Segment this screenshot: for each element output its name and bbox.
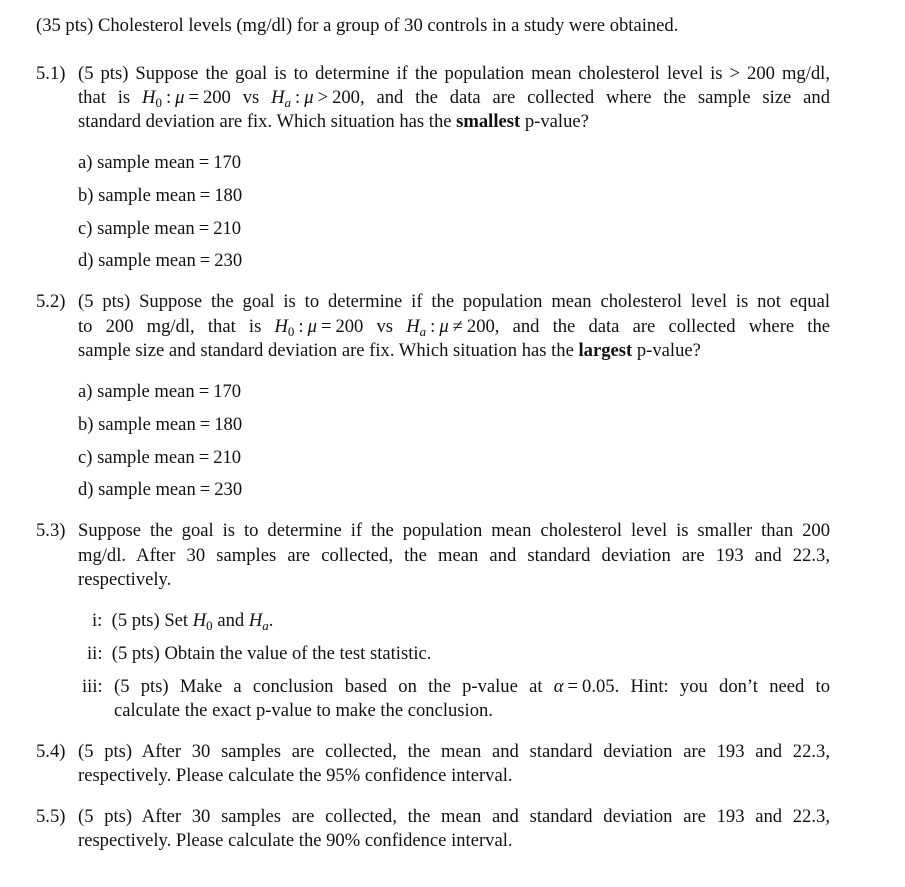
- q55-number: 5.5): [36, 806, 66, 827]
- q55-line1: (5 pts) After 30 samples are collected, the mean and standard deviation are 193 and 22.3,: [78, 806, 830, 827]
- q53-sub-iii-label: iii:: [82, 676, 103, 697]
- q53-sub-iii-line1: (5 pts) Make a conclusion based on the p-value at α = 0.05. Hint: you don’t need to: [114, 676, 830, 697]
- q52-option-a: a) sample mean = 170: [78, 381, 242, 402]
- q52-option-c: c) sample mean = 210: [78, 447, 242, 468]
- q53-sub-ii: ii: (5 pts) Obtain the value of the test statistic.: [87, 643, 432, 664]
- q51-emphasis: smallest: [456, 111, 521, 132]
- q51-option-d: d) sample mean = 230: [78, 250, 243, 271]
- q51-number: 5.1): [36, 63, 66, 84]
- q51-hypothesis: $H_0$ : μ = 200 vs $H_a$ : μ > 200: [142, 87, 360, 110]
- q51-line3: standard deviation are fix. Which situation has the smallest p-value?: [78, 111, 589, 132]
- q52-line2: to 200 mg/dl, that is $H_0$ : μ = 200 vs $H_a$ : μ ≠ 200, and the data are collected where the: [78, 316, 831, 339]
- q52-option-b: b) sample mean = 180: [78, 414, 243, 435]
- q51-line1: (5 pts) Suppose the goal is to determine if the population mean cholesterol level is > 200 mg/dl,: [78, 63, 830, 84]
- q54-line1: (5 pts) After 30 samples are collected, the mean and standard deviation are 193 and 22.3,: [78, 741, 830, 762]
- q51-option-c: c) sample mean = 210: [78, 218, 242, 239]
- q54-line2: respectively. Please calculate the 95% confidence interval.: [78, 765, 513, 786]
- q52-number: 5.2): [36, 291, 66, 312]
- q52-hypothesis: $H_0$ : μ = 200 vs $H_a$ : μ ≠ 200: [274, 316, 495, 339]
- intro-text: (35 pts) Cholesterol levels (mg/dl) for a group of 30 controls in a study were obtained.: [36, 15, 679, 36]
- q55-line2: respectively. Please calculate the 90% confidence interval.: [78, 830, 513, 851]
- q52-option-d: d) sample mean = 230: [78, 479, 243, 500]
- q52-line3: sample size and standard deviation are fix. Which situation has the largest p-value?: [78, 340, 701, 361]
- q53-line1: Suppose the goal is to determine if the population mean cholesterol level is smaller than 200: [78, 520, 830, 541]
- q53-number: 5.3): [36, 520, 66, 541]
- q53-line2: mg/dl. After 30 samples are collected, the mean and standard deviation are 193 and 22.3,: [78, 545, 830, 566]
- q52-emphasis: largest: [578, 340, 633, 361]
- q51-option-b: b) sample mean = 180: [78, 185, 243, 206]
- q54-number: 5.4): [36, 741, 66, 762]
- q51-option-a: a) sample mean = 170: [78, 152, 242, 173]
- q53-line3: respectively.: [78, 569, 172, 590]
- q53-sub-iii-line2: calculate the exact p-value to make the conclusion.: [114, 700, 493, 721]
- q51-line2: that is $H_0$ : μ = 200 vs $H_a$ : μ > 200, and the data are collected where the sample size and: [78, 87, 830, 110]
- q53-sub-i: i: (5 pts) Set $H_0$ and $H_a$.: [92, 610, 274, 633]
- q52-line1: (5 pts) Suppose the goal is to determine if the population mean cholesterol level is not equal: [78, 291, 830, 312]
